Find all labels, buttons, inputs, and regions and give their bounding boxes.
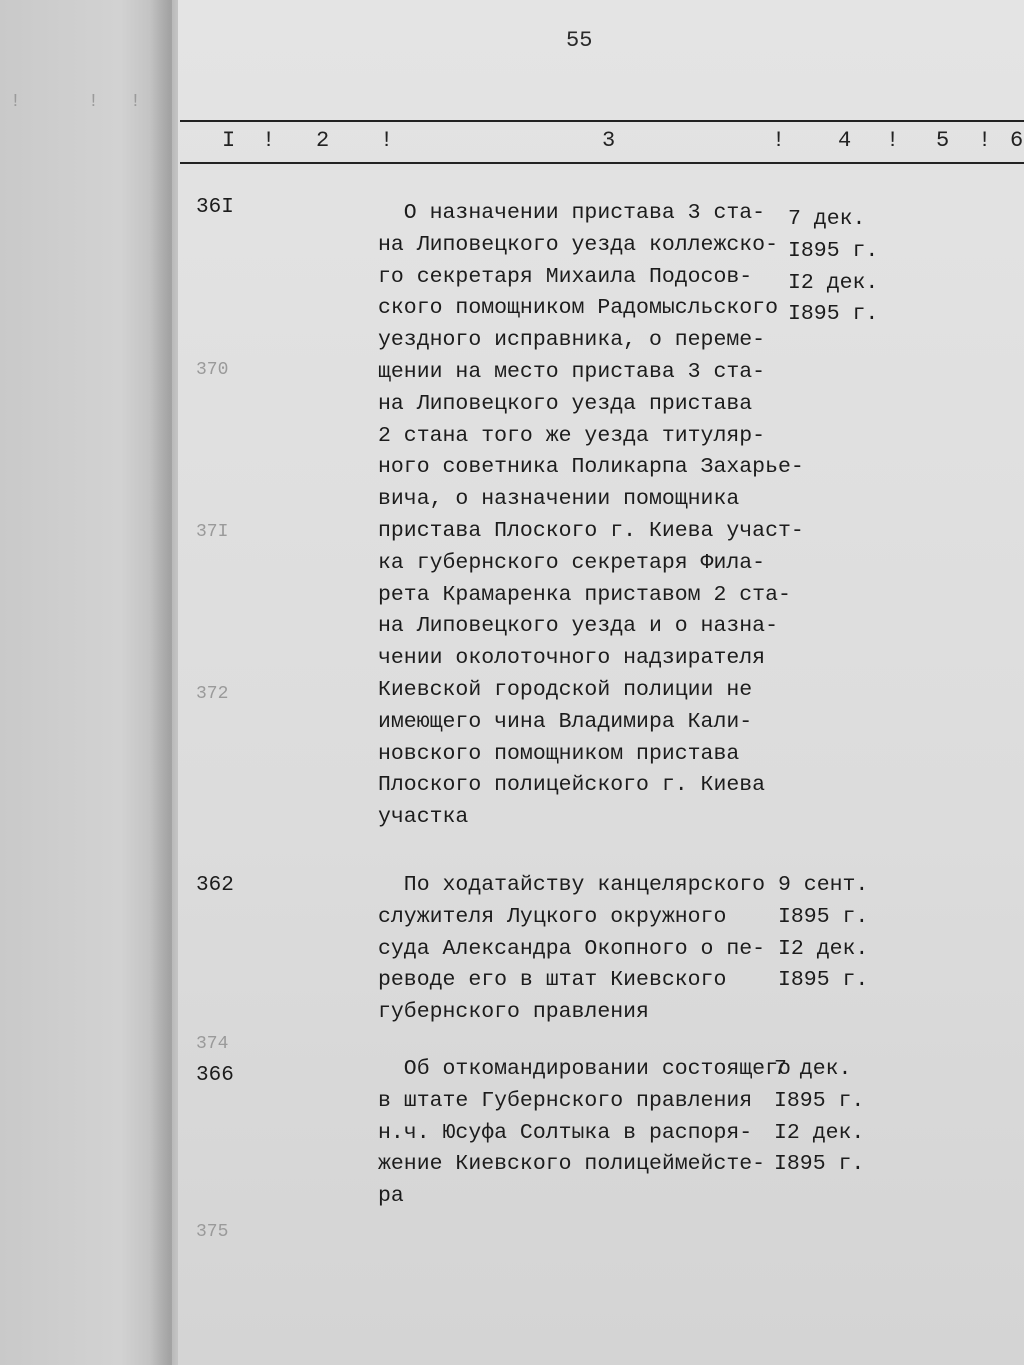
description-line: новского помощником пристава: [378, 741, 740, 766]
left-page-margin: [0, 0, 172, 1365]
header-separator: !: [262, 128, 276, 153]
header-bottom-rule: [180, 162, 1024, 164]
description-line: участка: [378, 805, 469, 830]
description-line: на Липовецкого уезда и о назна-: [378, 614, 778, 639]
header-col-2: 2: [316, 128, 330, 153]
description-line: чении околоточного надзирателя: [378, 646, 766, 671]
description-line: Киевской городской полиции не: [378, 677, 753, 702]
description-line: на Липовецкого уезда коллежско-: [378, 232, 778, 257]
record-description: [378, 1054, 791, 1213]
header-separator: !: [886, 128, 900, 153]
description-line: По ходатайству канцелярского: [378, 873, 766, 897]
record-description: [378, 198, 804, 834]
header-col-5: 5: [936, 128, 950, 153]
record-description: [378, 870, 765, 1029]
description-line: реводе его в штат Киевского: [378, 968, 727, 993]
description-line: Об откомандировании состоящего: [378, 1057, 791, 1081]
date-line: 7 дек.: [788, 207, 866, 231]
description-line: вича, о назначении помощника: [378, 487, 740, 512]
date-line: I895 г.: [778, 904, 869, 929]
description-line: О назначении пристава 3 ста-: [378, 201, 766, 225]
date-line: I895 г.: [778, 968, 869, 993]
description-line: Плоского полицейского г. Киева: [378, 773, 766, 798]
date-line: I895 г.: [774, 1088, 865, 1113]
date-line: I895 г.: [774, 1152, 865, 1177]
date-line: 9 сент.: [778, 873, 869, 897]
header-col-4: 4: [838, 128, 852, 153]
bleed-through-artifact: 370: [196, 360, 229, 380]
header-col-6: 6: [1010, 128, 1024, 153]
description-line: го секретаря Михаила Подосов-: [378, 264, 753, 289]
date-line: I895 г.: [788, 238, 879, 263]
bleed-through-artifact: !: [130, 92, 141, 112]
header-col-1: I: [222, 128, 236, 153]
record-number: 36I: [196, 196, 234, 219]
description-line: губернского правления: [378, 1000, 649, 1025]
page-number: 55: [566, 28, 593, 53]
bleed-through-artifact: 375: [196, 1222, 229, 1242]
record-dates: [788, 204, 878, 331]
description-line: ра: [378, 1184, 404, 1209]
description-line: на Липовецкого уезда пристава: [378, 391, 753, 416]
header-top-rule: [180, 120, 1024, 122]
bleed-through-artifact: !: [10, 92, 21, 112]
date-line: I2 дек.: [774, 1120, 865, 1145]
description-line: уездного исправника, о переме-: [378, 328, 766, 353]
date-line: 7 дек.: [774, 1057, 852, 1081]
description-line: ского помощником Радомысльского: [378, 296, 778, 321]
record-dates: [778, 870, 868, 997]
record-number: 362: [196, 874, 234, 897]
header-col-3: 3: [602, 128, 616, 153]
record-dates: [774, 1054, 864, 1181]
bleed-through-artifact: 372: [196, 684, 229, 704]
description-line: ного советника Поликарпа Захарье-: [378, 455, 804, 480]
description-line: рета Крамаренка приставом 2 ста-: [378, 582, 791, 607]
description-line: суда Александра Окопного о пе-: [378, 936, 766, 961]
bleed-through-artifact: 374: [196, 1034, 229, 1054]
date-line: I2 дек.: [788, 270, 879, 295]
header-separator: !: [380, 128, 394, 153]
description-line: 2 стана того же уезда титуляр-: [378, 423, 766, 448]
description-line: служителя Луцкого окружного: [378, 904, 727, 929]
description-line: н.ч. Юсуфа Солтыка в распоря-: [378, 1120, 753, 1145]
date-line: I895 г.: [788, 302, 879, 327]
description-line: имеющего чина Владимира Кали-: [378, 709, 753, 734]
description-line: в штате Губернского правления: [378, 1088, 753, 1113]
header-separator: !: [978, 128, 992, 153]
bleed-through-artifact: 37I: [196, 522, 229, 542]
date-line: I2 дек.: [778, 936, 869, 961]
description-line: жение Киевского полицеймейсте-: [378, 1152, 766, 1177]
bleed-through-artifact: !: [88, 92, 99, 112]
record-number: 366: [196, 1064, 234, 1087]
description-line: щении на место пристава 3 ста-: [378, 359, 766, 384]
description-line: ка губернского секретаря Фила-: [378, 550, 766, 575]
header-separator: !: [772, 128, 786, 153]
description-line: пристава Плоского г. Киева участ-: [378, 518, 804, 543]
